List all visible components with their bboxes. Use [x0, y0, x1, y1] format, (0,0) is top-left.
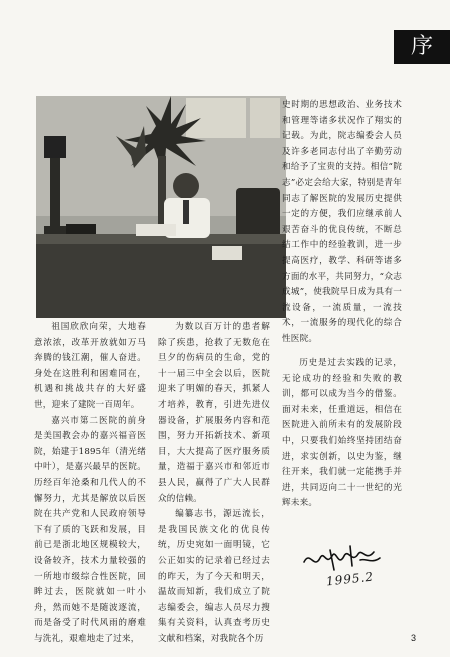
page-number: 3	[410, 633, 416, 643]
paragraph: 编纂志书，源远流长，是我国民族文化的优良传统，历史宛如一面明镜，它公正如实的记录着已经过去的昨天，为了今天和明天，温故而知新，我们成立了院志编委会，编志人员尽力搜集有关资料，认真查考历史文献和档案，对我院各个历	[158, 509, 270, 644]
paragraph: 祖国欣欣向荣，大地春意浓浓，改革开放就如万马奔腾的钱江潮，催人奋进。身处在这胜利和困难同在，机遇和挑战共存的大好盛世，迎来了建院一百周年。	[34, 322, 146, 410]
signature-date: 1995.2	[325, 569, 375, 589]
paragraph: 历史是过去实践的记录，无论成功的经验和失败的教训，都可以成为当今的借鉴。面对未来，任重道远，相信在医院进入前所未有的发展阶段中，只要我们始终坚持团结奋进，求实创新，以史为鉴，继往开来，我们就一定能携手并进，共同迈向二十一世纪的光辉未来。	[282, 358, 402, 509]
text-column-2	[158, 320, 270, 647]
paragraph: 史时期的思想政治、业务技术和管理等诸多状况作了翔实的记载。为此，院志编委会人员及许多老同志付出了辛勤劳动和给予了宝贵的支持。相信“院志”必定会给大家，特别是青年同志了解医院的发展历史提供一定的方便，我们应继承前人艰苦奋斗的优良传统，不断总结工作中的经验教训，进一步提高医疗，教学、科研等诸多方面的水平，共同努力，“众志成城”，使我院早日成为具有一流设备，一流质量，一流技术，一流服务的现代化的综合性医院。	[282, 100, 402, 344]
text-column-1	[34, 320, 146, 647]
paragraph: 为数以百万计的患者解除了疾患，抢救了无数危在旦夕的伤病员的生命，党的十一届三中全会以后，医院迎来了明媚的春天，抓紧人才培养，教育，引进先进仪器设备，扩展服务内容和范围，努力开拓新技术、新项目，大大提高了医疗服务质量，造福于嘉兴市和邻近市县人民，赢得了广大人民群众的信赖。	[158, 322, 270, 504]
paragraph: 嘉兴市第二医院的前身是美国教会办的嘉兴福音医院，始建于1895年（清光绪中叶），是嘉兴最早的医院。历经百年沧桑和几代人的不懈努力，尤其是解放以后医院在共产党和人民政府领导下有了质的飞跃和发展，目前已是浙北地区规模较大，设备较齐，技术力量较强的一所地市级综合性医院，回眸过去，医院就如一叶小舟，然而她不是随波逐流，而是备受了时代风雨的磨难与洗礼，艰难地走了过来，	[34, 415, 146, 644]
director-photo	[36, 96, 286, 318]
text-column-3-bottom	[282, 356, 402, 512]
handwritten-signature	[300, 540, 390, 600]
office-photo-graphic	[36, 96, 286, 318]
text-column-3-top	[282, 98, 402, 348]
section-tab: 序	[394, 30, 450, 64]
